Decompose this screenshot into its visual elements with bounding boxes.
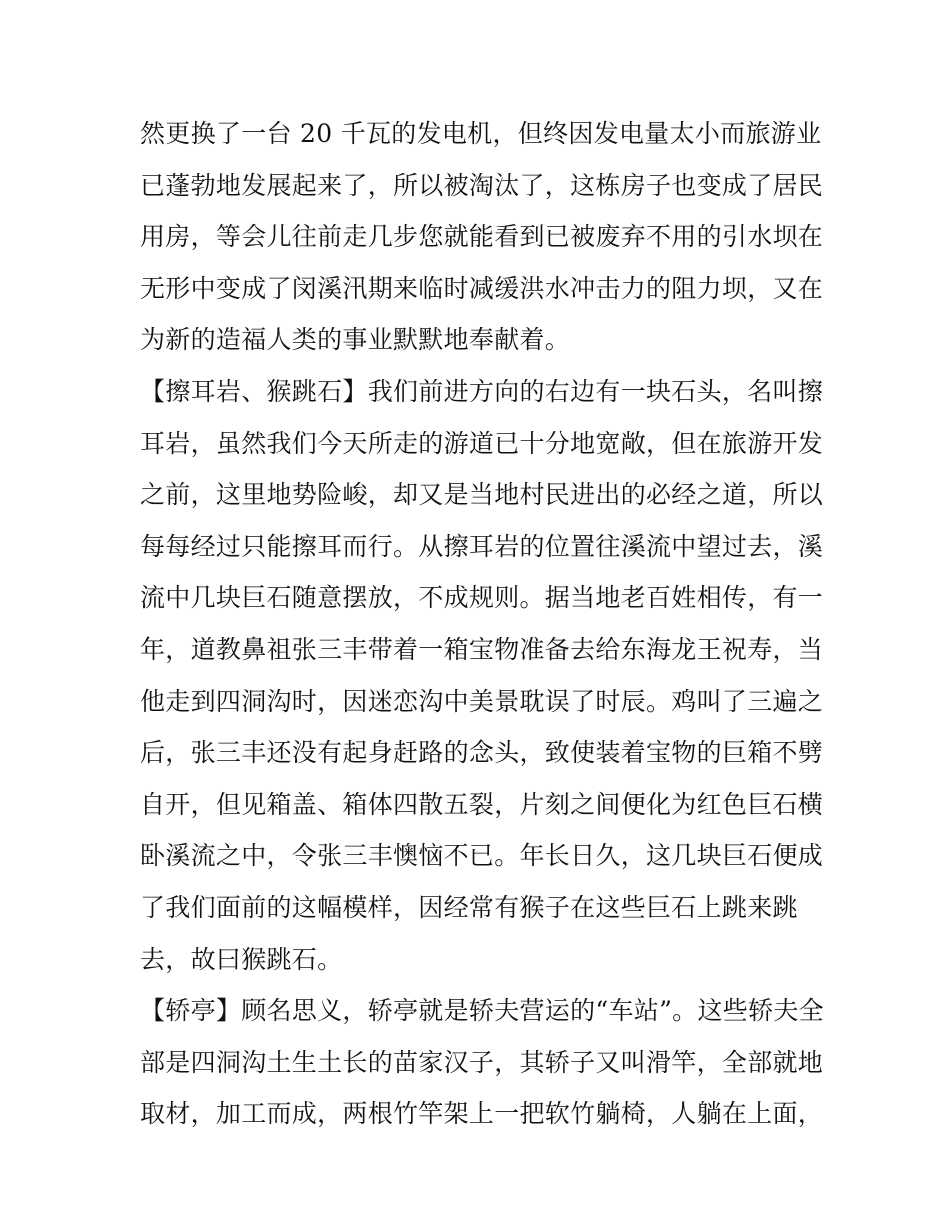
text-line: 年，道教鼻祖张三丰带着一箱宝物准备去给东海龙王祝寿，当 (140, 634, 824, 664)
text-line: 无形中变成了闵溪汛期来临时减缓洪水冲击力的阻力坝，又在 (140, 273, 824, 303)
text-line: 后，张三丰还没有起身赶路的念头，致使装着宝物的巨箱不劈 (140, 738, 824, 768)
text-line: 自开，但见箱盖、箱体四散五裂，片刻之间便化为红色巨石横 (140, 789, 824, 819)
text-line: 部是四洞沟土生土长的苗家汉子，其轿子又叫滑竿，全部就地 (140, 1047, 824, 1077)
section-heading-line: 【擦耳岩、猴跳石】我们前进方向的右边有一块石头，名叫擦 (140, 376, 824, 406)
section-heading-line: 【轿亭】顾名思义，轿亭就是轿夫营运的“车站”。这些轿夫全 (140, 996, 824, 1026)
text-line: 之前，这里地势险峻，却又是当地村民进出的必经之道，所以 (140, 480, 824, 510)
text-line: 取材，加工而成，两根竹竿架上一把软竹躺椅，人躺在上面， (140, 1099, 824, 1129)
text-line: 用房，等会儿往前走几步您就能看到已被废弃不用的引水坝在 (140, 222, 824, 252)
text-line: 他走到四洞沟时，因迷恋沟中美景耽误了时辰。鸡叫了三遍之 (140, 686, 824, 716)
text-line: 去，故曰猴跳石。 (140, 944, 343, 974)
text-line: 已蓬勃地发展起来了，所以被淘汰了，这栋房子也变成了居民 (140, 170, 824, 200)
text-line: 为新的造福人类的事业默默地奉献着。 (140, 325, 571, 355)
body-text (140, 108, 824, 1140)
text-line: 流中几块巨石随意摆放，不成规则。据当地老百姓相传，有一 (140, 583, 824, 613)
text-line: 卧溪流之中，令张三丰懊恼不已。年长日久，这几块巨石便成 (140, 841, 824, 871)
text-line: 了我们面前的这幅模样，因经常有猴子在这些巨石上跳来跳 (140, 892, 798, 922)
text-line: 然更换了一台 20 千瓦的发电机，但终因发电量太小而旅游业 (140, 119, 822, 148)
text-line: 耳岩，虽然我们今天所走的游道已十分地宽敞，但在旅游开发 (140, 428, 824, 458)
text-line: 每每经过只能擦耳而行。从擦耳岩的位置往溪流中望过去，溪 (140, 531, 824, 561)
